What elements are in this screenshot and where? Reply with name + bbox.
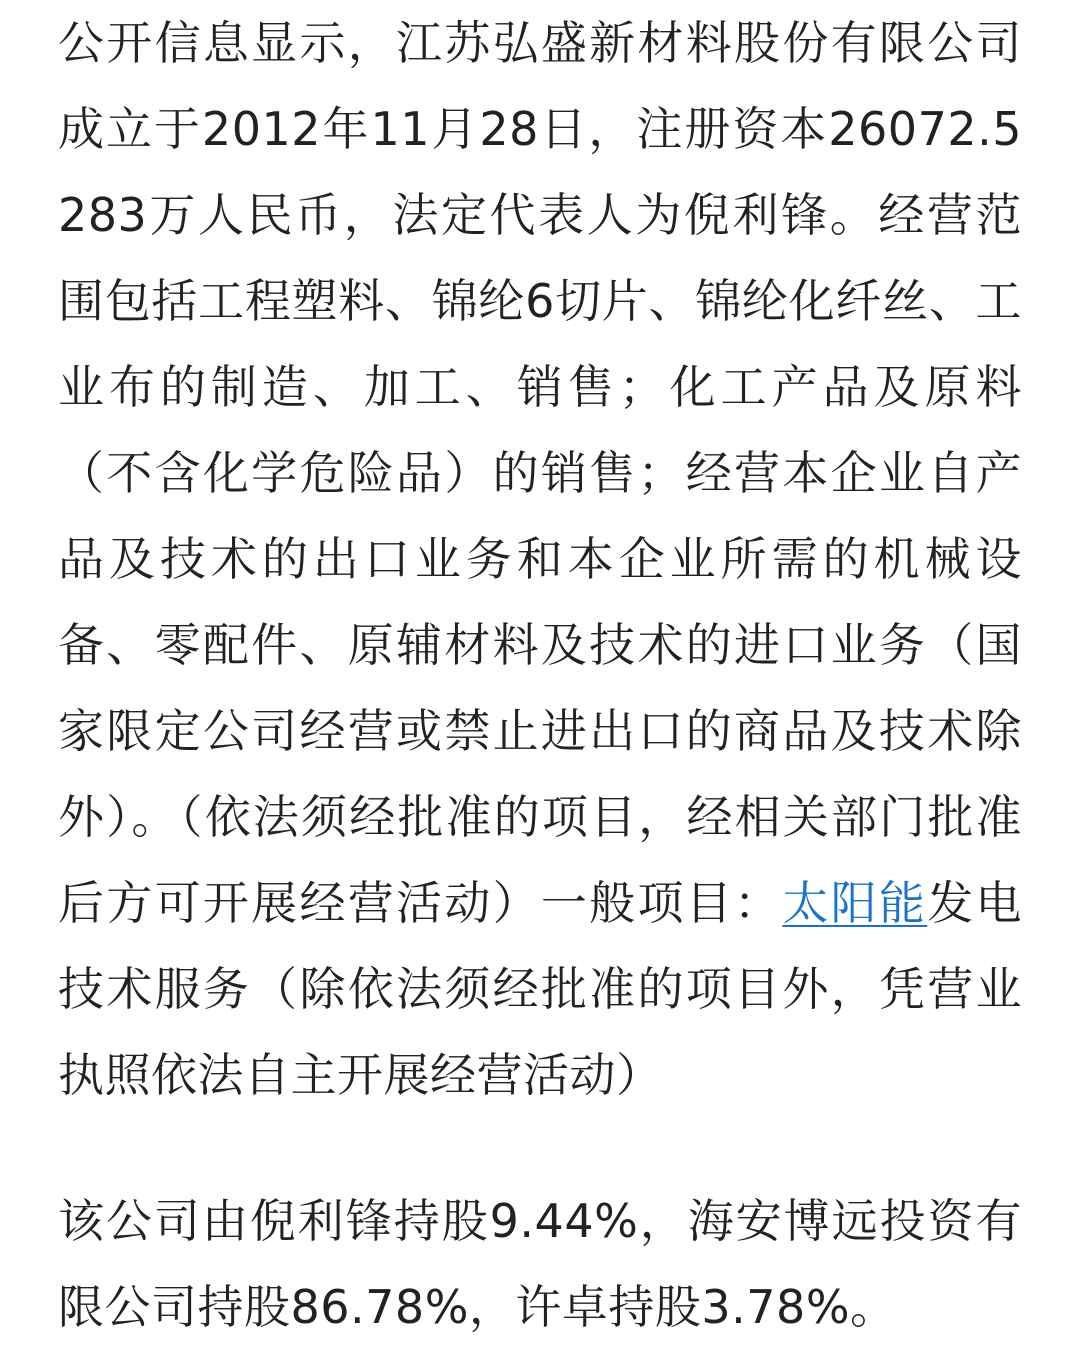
paragraph-text-before-link: 公开信息显示，江苏弘盛新材料股份有限公司成立于2012年11月28日，注册资本26072.5283万人民币，法定代表人为倪利锋。经营范围包括工程塑料、锦纶6切片、锦纶化纤丝、工业布的制造、加工、销售；化工产品及原料（不含化学危险品）的销售；经营本企业自产品及技术的出口业务和本企业所需的机械设备、零配件、原辅材料及技术的进口业务（国家限定公司经营或禁止进出口的商品及技术除外）。（依法须经批准的项目，经相关部门批准后方可开展经营活动）一般项目： bbox=[58, 16, 1022, 930]
shareholding-paragraph: 该公司由倪利锋持股9.44%，海安博远投资有限公司持股86.78%，许卓持股3.78%。 bbox=[58, 1194, 1022, 1334]
paragraph-text-after-link: 发电技术服务（除依法须经批准的项目外，凭营业执照依法自主开展经营活动） bbox=[58, 876, 1023, 1102]
company-info-paragraph bbox=[58, 0, 1022, 1118]
solar-energy-link[interactable]: 太阳能 bbox=[782, 876, 928, 930]
